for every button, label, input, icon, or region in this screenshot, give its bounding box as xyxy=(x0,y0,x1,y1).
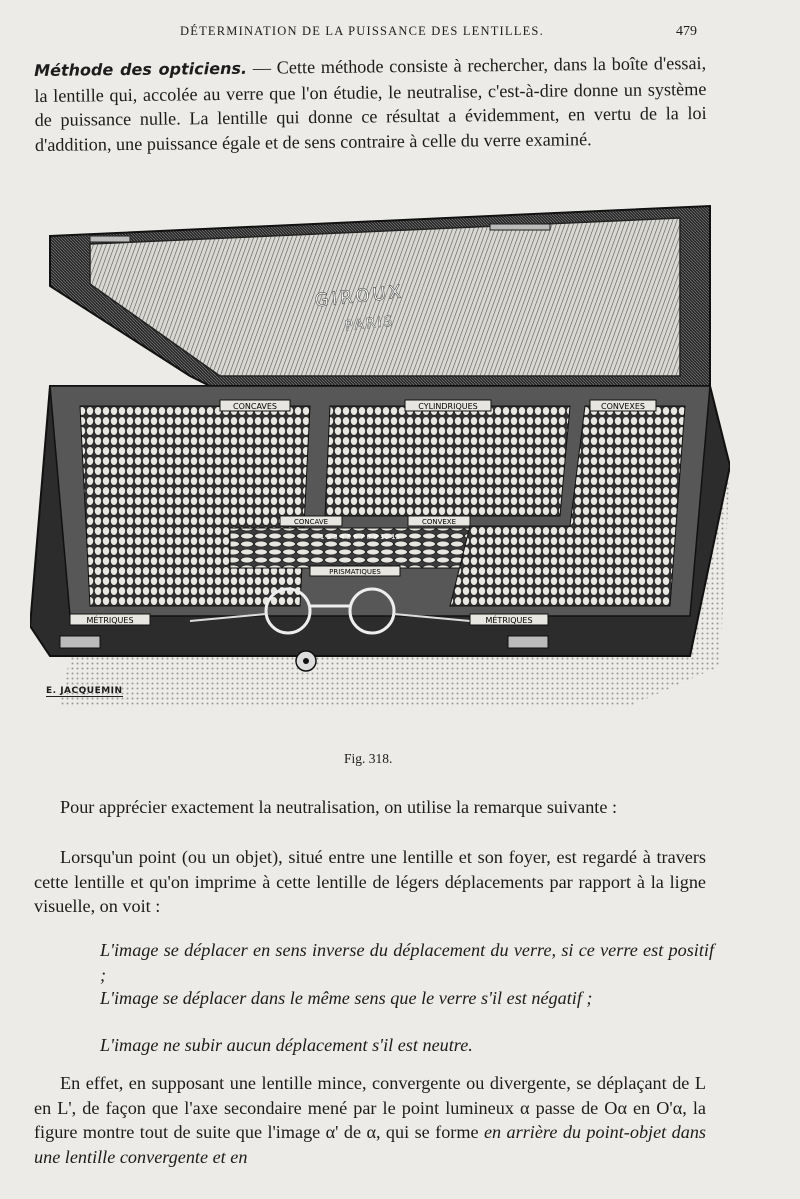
section-title: Méthode des opticiens. xyxy=(34,58,248,80)
lid-hinge-left xyxy=(90,236,130,242)
lid-brand-name: GIROUX xyxy=(313,281,405,312)
convexes-label: CONVEXES xyxy=(600,402,646,411)
lid-hinge-right xyxy=(490,224,550,230)
lens-case-engraving xyxy=(30,196,730,716)
concave-lens-rows xyxy=(80,406,310,606)
intro-text: — Cette méthode consiste à rechercher, dans la boîte d'essai, la lentille qui, accolée au verre que l'on étudie, le neutralise, c'est-à-dire donne un système de puissance nulle. La lentille qui donne ce résultat a évidemment, en vertu de la loi d'addition, une puissance égale et de sens contraire à celle du verre examiné. xyxy=(34,52,707,155)
figure-trial-lens-case xyxy=(30,196,730,716)
metriques-right-label: MÉTRIQUES xyxy=(485,616,533,625)
engraver-signature: E. JACQUEMIN xyxy=(46,686,123,696)
cylindrical-lens-rows xyxy=(325,406,570,516)
paragraph-lorsqu xyxy=(34,845,706,919)
metriques-left-label: MÉTRIQUES xyxy=(86,616,134,625)
cylindriques-label: CYLINDRIQUES xyxy=(418,402,478,411)
figure-caption: Fig. 318. xyxy=(344,751,393,766)
paragraph-remarque-text: Pour apprécier exactement la neutralisation, on utilise la remarque suivante : xyxy=(60,797,618,817)
concaves-label: CONCAVES xyxy=(232,402,278,411)
rule-neutral: L'image ne subir aucun déplacement s'il est neutre. xyxy=(100,1035,473,1055)
prismatiques-label: PRISMATIQUES xyxy=(329,568,381,576)
lid-brand-city: PARIS xyxy=(343,313,396,335)
page-number: 479 xyxy=(676,24,697,39)
prism-numbers: 1 2 3 4 5 6 7 8 9 10 12 xyxy=(319,533,401,541)
intro-paragraph xyxy=(34,51,707,157)
front-latch-left xyxy=(60,636,100,648)
convexe-small-label: CONVEXE xyxy=(421,518,457,526)
rule-negative: L'image se déplacer dans le même sens que le verre s'il est négatif ; xyxy=(100,988,593,1008)
running-head xyxy=(0,24,800,46)
front-latch-right xyxy=(508,636,548,648)
paragraph-lorsqu-text: Lorsqu'un point (ou un objet), situé entre une lentille et son foyer, est regardé à travers cette lentille et qu'on imprime à cette lentille de légers déplacements par rapport à la ligne visuelle, on voit : xyxy=(34,847,706,917)
running-title: DÉTERMINATION DE LA PUISSANCE DES LENTILLES. xyxy=(180,24,544,38)
rule-positive: L'image se déplacer en sens inverse du déplacement du verre, si ce verre est positif ; xyxy=(100,940,714,985)
keyhole-icon xyxy=(303,658,309,664)
paragraph-en-effet-italic: en arrière du point-objet dans une lentille convergente et en xyxy=(34,1122,706,1167)
paragraph-remarque xyxy=(34,795,706,820)
paragraph-en-effet-text: En effet, en supposant une lentille mince, convergente ou divergente, se déplaçant de L en L', de façon que l'axe secondaire mené par le point lumineux α passe de Oα en O'α, la figure montre tout de suite que l'image α' de α, qui se forme xyxy=(34,1073,706,1143)
concave-small-label: CONCAVE xyxy=(293,518,329,526)
paragraph-en-effet xyxy=(34,1071,706,1169)
